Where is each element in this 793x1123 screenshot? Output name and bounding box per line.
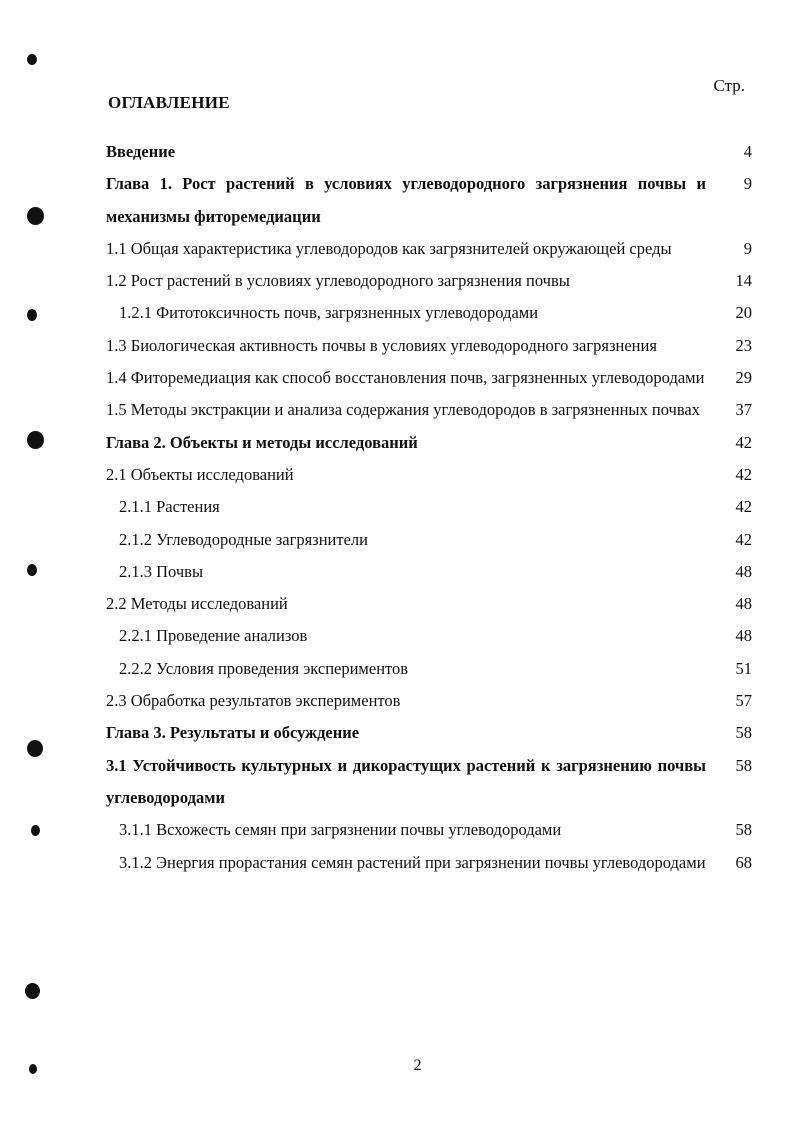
- binder-hole: [27, 54, 37, 65]
- toc-entry-page: 14: [735, 271, 752, 291]
- toc-entry-title: Введение: [106, 142, 176, 161]
- toc-entry: [106, 168, 752, 233]
- page-title: ОГЛАВЛЕНИЕ: [108, 93, 230, 112]
- toc-entry: [106, 459, 752, 491]
- toc-entry-page: 48: [735, 626, 752, 646]
- toc-entry-page: 58: [735, 755, 752, 775]
- toc-entry-title: 2.3 Обработка результатов экспериментов: [106, 691, 401, 711]
- toc-entry-title: 2.1 Объекты исследований: [106, 464, 294, 484]
- binder-hole: [25, 983, 40, 999]
- toc-entry-page: 29: [735, 368, 752, 388]
- toc-entry-page: 42: [735, 497, 752, 517]
- toc-entry-title: 1.2.1 Фитотоксичность почв, загрязненных углеводородами: [119, 303, 539, 323]
- toc-entry-page: 51: [735, 658, 752, 678]
- toc-entry-page: 68: [735, 852, 752, 872]
- toc-entry-page: 42: [735, 464, 752, 484]
- toc-entry-page: 57: [735, 691, 752, 711]
- toc-entry-page: 9: [743, 238, 752, 258]
- toc-entry: [106, 427, 752, 459]
- table-of-contents: [0, 136, 793, 879]
- toc-entry-title: Глава 2. Объекты и методы исследований: [106, 432, 418, 452]
- toc-entry: [119, 491, 752, 523]
- toc-entry: [119, 814, 752, 846]
- toc-entry: [106, 588, 752, 620]
- toc-entry-title: 2.1.2 Углеводородные загрязнители: [119, 529, 368, 549]
- toc-entry-page: 23: [735, 335, 752, 355]
- toc-entry: [106, 330, 752, 362]
- toc-entry-title: 3.1.2 Энергия прорастания семян растений при загрязнении почвы углеводородами: [119, 852, 706, 872]
- toc-entry-title: 2.1.3 Почвы: [119, 561, 204, 581]
- toc-entry-title: 1.2 Рост растений в условиях углеводородного загрязнения почвы: [106, 271, 570, 291]
- toc-entry: [106, 136, 752, 168]
- toc-entry-page: 20: [735, 303, 752, 323]
- toc-entry-page: 42: [735, 432, 752, 452]
- toc-entry-title: 1.1 Общая характеристика углеводородов как загрязнителей окружающей среды: [106, 238, 672, 258]
- toc-entry: [106, 750, 752, 815]
- toc-entry-page: 4: [743, 142, 752, 161]
- toc-entry-page: 42: [735, 529, 752, 549]
- toc-entry-title: 2.2.1 Проведение анализов: [119, 626, 308, 646]
- toc-entry-title: 2.2 Методы исследований: [106, 594, 288, 614]
- toc-entry: [119, 297, 752, 329]
- toc-entry: [119, 524, 752, 556]
- toc-entry: [119, 847, 752, 879]
- toc-entry: [106, 685, 752, 717]
- toc-entry-page: 48: [735, 594, 752, 614]
- toc-entry-title: Глава 1. Рост растений в условиях углеводородного загрязнения почвы и механизмы фиторемедиации: [106, 174, 706, 226]
- page-number: 2: [413, 1057, 422, 1074]
- toc-entry: [106, 717, 752, 749]
- page-column-label: Стр.: [713, 76, 745, 95]
- toc-entry: [119, 556, 752, 588]
- toc-entry-title: 3.1.1 Всхожесть семян при загрязнении почвы углеводородами: [119, 820, 562, 840]
- toc-entry: [119, 620, 752, 652]
- toc-entry: [119, 653, 752, 685]
- toc-entry: [106, 394, 752, 426]
- toc-entry-page: 9: [743, 174, 752, 194]
- toc-entry-title: 2.1.1 Растения: [119, 497, 220, 517]
- toc-entry-title: 3.1 Устойчивость культурных и дикорастущих растений к загрязнению почвы углеводородами: [106, 755, 706, 807]
- toc-entry-title: 2.2.2 Условия проведения экспериментов: [119, 658, 409, 678]
- toc-entry: [106, 233, 752, 265]
- toc-entry-page: 48: [735, 561, 752, 581]
- toc-entry-title: 1.5 Методы экстракции и анализа содержания углеводородов в загрязненных почвах: [106, 400, 700, 420]
- toc-entry-page: 58: [735, 820, 752, 840]
- toc-entry-page: 58: [735, 723, 752, 743]
- toc-entry-title: Глава 3. Результаты и обсуждение: [106, 723, 360, 743]
- toc-entry-title: 1.3 Биологическая активность почвы в условиях углеводородного загрязнения: [106, 335, 657, 355]
- toc-entry: [106, 265, 752, 297]
- toc-entry-title: 1.4 Фиторемедиация как способ восстановления почв, загрязненных углеводородами: [106, 368, 705, 388]
- toc-entry-page: 37: [735, 400, 752, 420]
- toc-entry: [106, 362, 752, 394]
